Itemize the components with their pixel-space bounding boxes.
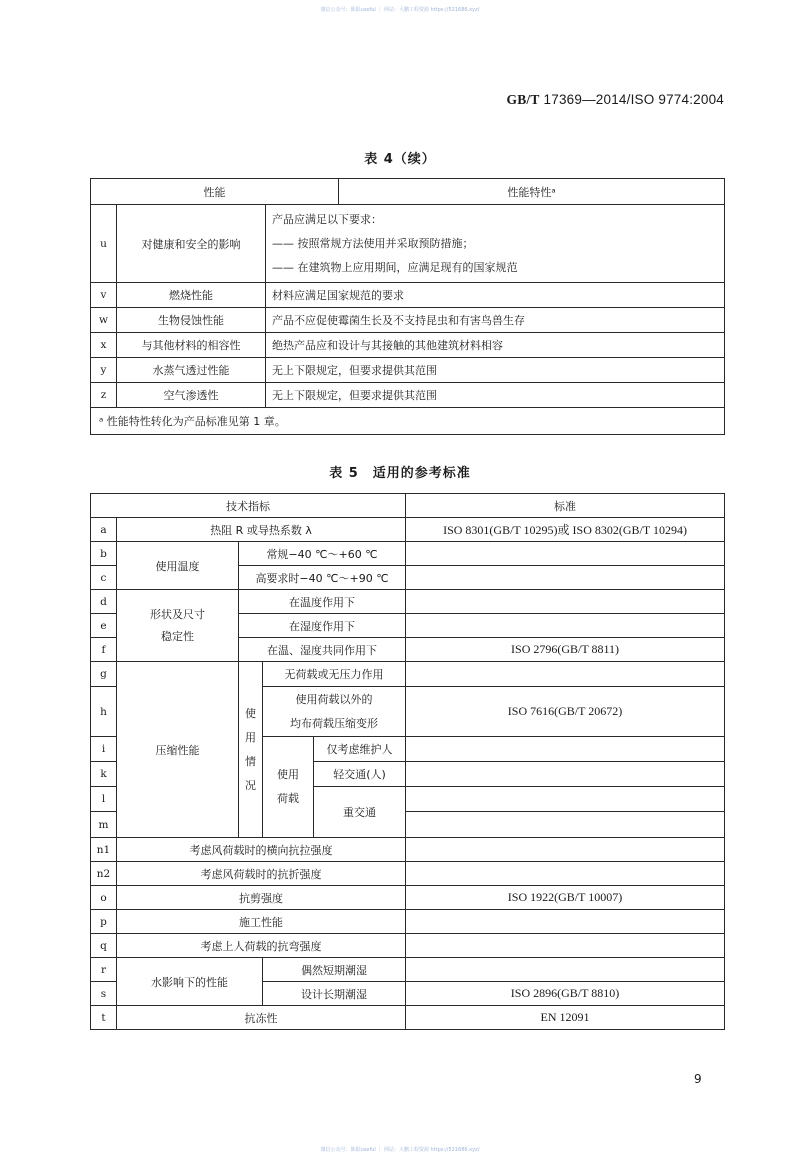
row-id: p [91, 910, 117, 934]
table4 [90, 178, 725, 435]
property: 燃烧性能 [117, 283, 266, 308]
table5-caption: 表 5 适用的参考标准 [329, 466, 471, 481]
standard: ISO 2896(GB/T 8810) [406, 982, 725, 1006]
header-indicator: 技术指标 [91, 494, 406, 518]
standard [406, 737, 725, 762]
row-id: s [91, 982, 117, 1006]
table-row [91, 838, 725, 862]
table4-caption: 表 4（续） [364, 152, 436, 167]
group-water-effect: 水影响下的性能 [117, 958, 263, 1006]
table-row [91, 542, 725, 566]
table-row [91, 934, 725, 958]
indicator: 抗冻性 [117, 1006, 406, 1030]
characteristic [266, 205, 725, 283]
row-id: n2 [91, 862, 117, 886]
row-id: k [91, 762, 117, 787]
row-id: r [91, 958, 117, 982]
indicator: 高要求时−40 ℃～+90 ℃ [239, 566, 406, 590]
row-id: z [91, 383, 117, 408]
table4-footnote-row [91, 408, 725, 435]
row-id: l [91, 787, 117, 812]
standard [406, 662, 725, 687]
row-id: f [91, 638, 117, 662]
usage-condition [239, 662, 263, 838]
indicator: 抗剪强度 [117, 886, 406, 910]
row-id: t [91, 1006, 117, 1030]
table-row [91, 958, 725, 982]
row-id: b [91, 542, 117, 566]
table-row [91, 886, 725, 910]
group-line: 形状及尺寸 [150, 607, 205, 621]
table-row [91, 308, 725, 333]
standard [406, 590, 725, 614]
standard [406, 762, 725, 787]
row-id: m [91, 812, 117, 838]
row-id: o [91, 886, 117, 910]
row-id: v [91, 283, 117, 308]
property: 空气渗透性 [117, 383, 266, 408]
indicator: 偶然短期潮湿 [263, 958, 406, 982]
standard [406, 812, 725, 838]
row-id: w [91, 308, 117, 333]
table5 [90, 493, 725, 1030]
service-load [263, 737, 314, 838]
row-id: i [91, 737, 117, 762]
standard-number: 17369—2014/ISO 9774:2004 [539, 92, 724, 107]
standard [406, 566, 725, 590]
indicator: 重交通 [314, 787, 406, 838]
indicator: 在温、湿度共同作用下 [239, 638, 406, 662]
property: 水蒸气透过性能 [117, 358, 266, 383]
characteristic: 产品不应促使霉菌生长及不支持昆虫和有害鸟兽生存 [266, 308, 725, 333]
table-row [91, 518, 725, 542]
row-id: a [91, 518, 117, 542]
table-row [91, 205, 725, 283]
standard: ISO 7616(GB/T 20672) [406, 687, 725, 737]
table-row [91, 283, 725, 308]
property: 与其他材料的相容性 [117, 333, 266, 358]
table4-header-row [91, 179, 725, 205]
standard [406, 838, 725, 862]
indicator: 考虑风荷载时的横向抗拉强度 [117, 838, 406, 862]
indicator: 在湿度作用下 [239, 614, 406, 638]
indicator: 施工性能 [117, 910, 406, 934]
standard [406, 862, 725, 886]
standard [406, 614, 725, 638]
standard-code [507, 92, 724, 108]
indicator: 设计长期潮湿 [263, 982, 406, 1006]
row-id: c [91, 566, 117, 590]
standard-prefix: GB/T [506, 92, 540, 107]
table-row [91, 862, 725, 886]
standard [406, 910, 725, 934]
characteristic: 绝热产品应和设计与其接触的其他建筑材料相容 [266, 333, 725, 358]
group-compression: 压缩性能 [117, 662, 239, 838]
watermark-top: 微信公众号：陈阳useful ｜ 网站：大鹏工程资源 https://521686.xyz/ [320, 7, 480, 13]
row-id: y [91, 358, 117, 383]
standard: ISO 2796(GB/T 8811) [406, 638, 725, 662]
table-row [91, 358, 725, 383]
property: 生物侵蚀性能 [117, 308, 266, 333]
table4-footnote: ᵃ 性能特性转化为产品标准见第 1 章。 [91, 408, 725, 435]
standard: ISO 8301(GB/T 10295)或 ISO 8302(GB/T 10294) [406, 518, 725, 542]
standard: EN 12091 [406, 1006, 725, 1030]
row-id: x [91, 333, 117, 358]
header-property: 性能 [91, 179, 339, 205]
standard [406, 958, 725, 982]
characteristic: 无上下限规定，但要求提供其范围 [266, 383, 725, 408]
standard [406, 934, 725, 958]
characteristic-line: 产品应满足以下要求： [272, 212, 382, 226]
standard: ISO 1922(GB/T 10007) [406, 886, 725, 910]
indicator: 在温度作用下 [239, 590, 406, 614]
characteristic-line: —— 在建筑物上应用期间，应满足现有的国家规范 [272, 260, 518, 274]
group-dimensional-stability [117, 590, 239, 662]
row-id: e [91, 614, 117, 638]
table-row [91, 1006, 725, 1030]
indicator: 常规−40 ℃～+60 ℃ [239, 542, 406, 566]
usage-condition-text: 使用情况 [245, 706, 256, 792]
indicator: 轻交通(人) [314, 762, 406, 787]
row-id: g [91, 662, 117, 687]
table-row [91, 383, 725, 408]
header-characteristic: 性能特性ᵃ [339, 179, 725, 205]
characteristic: 无上下限规定，但要求提供其范围 [266, 358, 725, 383]
characteristic: 材料应满足国家规范的要求 [266, 283, 725, 308]
indicator: 无荷载或无压力作用 [263, 662, 406, 687]
indicator: 热阻 R 或导热系数 λ [117, 518, 406, 542]
standard [406, 787, 725, 812]
table-row [91, 590, 725, 614]
indicator-line: 均布荷载压缩变形 [290, 716, 379, 730]
indicator: 考虑风荷载时的抗折强度 [117, 862, 406, 886]
table-row [91, 662, 725, 687]
watermark-bottom: 微信公众号：陈阳useful ｜ 网站：大鹏工程资源 https://521686.xyz/ [320, 1147, 480, 1153]
indicator: 考虑上人荷载的抗弯强度 [117, 934, 406, 958]
service-load-line: 使用 [277, 768, 299, 781]
row-id: u [91, 205, 117, 283]
property: 对健康和安全的影响 [117, 205, 266, 283]
table5-header-row [91, 494, 725, 518]
row-id: d [91, 590, 117, 614]
indicator-line: 使用荷载以外的 [295, 692, 373, 706]
row-id: n1 [91, 838, 117, 862]
table-row [91, 333, 725, 358]
indicator [263, 687, 406, 737]
group-line: 稳定性 [161, 629, 194, 643]
row-id: h [91, 687, 117, 737]
indicator: 仅考虑维护人 [314, 737, 406, 762]
group-use-temperature: 使用温度 [117, 542, 239, 590]
header-standard: 标准 [406, 494, 725, 518]
page-number: 9 [694, 1072, 702, 1086]
characteristic-line: —— 按照常规方法使用并采取预防措施； [272, 236, 474, 250]
service-load-line: 荷载 [277, 792, 299, 805]
row-id: q [91, 934, 117, 958]
standard [406, 542, 725, 566]
table-row [91, 910, 725, 934]
